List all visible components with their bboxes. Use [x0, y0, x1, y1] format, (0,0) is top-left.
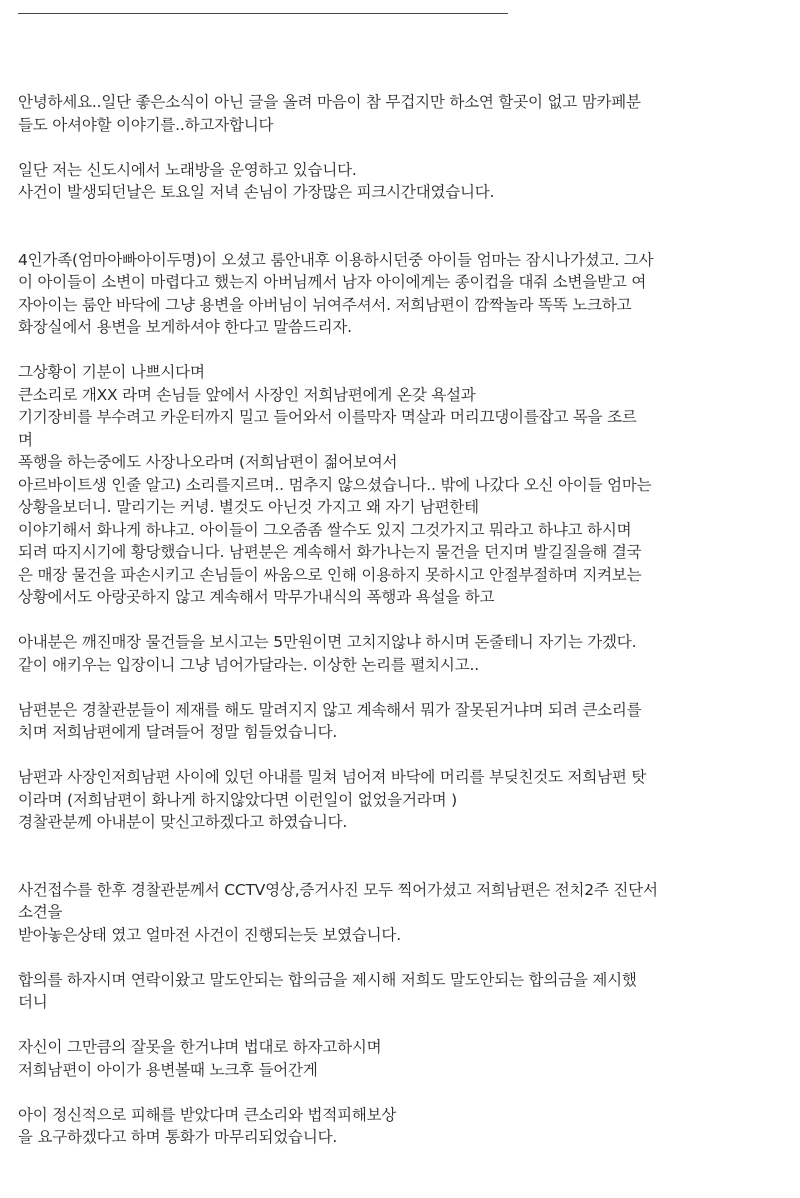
text-line: 이 아이들이 소변이 마렵다고 했는지 아버님께서 남자 아이에게는 종이컵을 대줘 소변을받고 여 — [18, 273, 647, 291]
text-line: 더니 — [18, 993, 48, 1011]
text-line: 이야기해서 화나게 하냐고. 아이들이 그오줌좀 쌀수도 있지 그것가지고 뭐라고 하냐고 하시며 — [18, 520, 632, 539]
text-line: 합의를 하자시며 연락이왔고 말도안되는 합의금을 제시해 저희도 말도안되는 합의금을 제시했 — [18, 970, 637, 989]
blank-line — [18, 204, 786, 227]
post-body — [18, 91, 786, 1149]
text-line: 4인가족(엄마아빠아이두명)이 오셨고 룸안내후 이용하시던중 아이들 엄마는 잠시나가셨고. 그사 — [18, 250, 654, 269]
text-line: 그상황이 기분이 나쁘시다며 — [18, 363, 205, 381]
top-divider — [18, 13, 508, 14]
blank-line — [18, 1014, 786, 1037]
blank-line — [18, 856, 786, 879]
text-line: 소견을 — [18, 903, 63, 921]
blank-line — [18, 744, 786, 767]
text-line: 같이 애키우는 입장이니 그냥 넘어가달라는. 이상한 논리를 펼치시고.. — [18, 655, 479, 674]
text-line: 큰소리로 개XX 라며 손님들 앞에서 사장인 저희남편에게 온갖 욕설과 — [18, 385, 476, 404]
blank-line — [18, 1081, 786, 1104]
blank-line — [18, 609, 786, 632]
text-line: 아이 정신적으로 피해를 받았다며 큰소리와 법적피해보상 — [18, 1105, 397, 1124]
text-line: 며 — [18, 430, 33, 449]
text-line: 남편과 사장인저희남편 사이에 있던 아내를 밀쳐 넘어져 바닥에 머리를 부딪친것도 저희남편 탓 — [18, 768, 647, 786]
text-line: 이라며 (저희남편이 화나게 하지않았다면 이런일이 없었을거라며 ) — [18, 790, 457, 809]
text-line: 아르바이트생 인줄 알고) 소리를지르며.. 멈추지 않으셨습니다.. 밖에 나갔다 오신 아이들 엄마는 — [18, 475, 652, 494]
blank-line — [18, 946, 786, 969]
text-line: 되려 따지시기에 황당했습니다. 남편분은 계속해서 화가나는지 물건을 던지며 발길질을해 결국 — [18, 543, 642, 561]
blank-line — [18, 834, 786, 857]
text-line: 치며 저희남편에게 달려들어 정말 힘들었습니다. — [18, 723, 338, 741]
blank-line — [18, 136, 786, 159]
text-line: 상황에서도 아랑곳하지 않고 계속해서 막무가내식의 폭행과 욕설을 하고 — [18, 588, 495, 606]
text-line: 폭행을 하는중에도 사장나오라며 (저희남편이 젊어보여서 — [18, 453, 398, 471]
text-line: 저희남편이 아이가 용변볼때 노크후 들어간게 — [18, 1060, 318, 1079]
text-line: 남편분은 경찰관분들이 제재를 해도 말려지지 않고 계속해서 뭐가 잘못된거냐며 되려 큰소리를 — [18, 700, 642, 719]
text-line: 일단 저는 신도시에서 노래방을 운영하고 있습니다. — [18, 160, 357, 179]
blank-line — [18, 676, 786, 699]
text-line: 상황을보더니. 말리기는 커녕. 별것도 아닌것 가지고 왜 자기 남편한테 — [18, 498, 479, 516]
text-line: 안녕하세요..일단 좋은소식이 아닌 글을 올려 마음이 참 무겁지만 하소연 할곳이 없고 맘카페분 — [18, 93, 641, 111]
text-line: 들도 아셔야할 이야기를..하고자합니다 — [18, 115, 274, 134]
text-line: 을 요구하겠다고 하며 통화가 마무리되었습니다. — [18, 1128, 338, 1146]
text-line: 받아놓은상태 였고 얼마전 사건이 진행되는듯 보였습니다. — [18, 925, 401, 944]
text-line: 기기장비를 부수려고 카운터까지 밀고 들어와서 이를막자 멱살과 머리끄댕이를잡고 목을 조르 — [18, 408, 637, 426]
text-line: 자아이는 룸안 바닥에 그냥 용변을 아버님이 뉘여주셔서. 저희남편이 깜짝놀라 똑똑 노크하고 — [18, 295, 632, 314]
text-line: 경찰관분께 아내분이 맞신고하겠다고 하였습니다. — [18, 813, 348, 831]
text-line: 사건이 발생되던날은 토요일 저녁 손님이 가장많은 피크시간대였습니다. — [18, 183, 495, 201]
text-line: 아내분은 깨진매장 물건들을 보시고는 5만원이면 고치지않냐 하시며 돈줄테니 자기는 가겠다. — [18, 633, 637, 651]
blank-line — [18, 226, 786, 249]
blank-line — [18, 339, 786, 362]
text-line: 사건접수를 한후 경찰관분께서 CCTV영상,증거사진 모두 찍어가셨고 저희남편은 전치2주 진단서 — [18, 880, 658, 899]
text-line: 은 매장 물건을 파손시키고 손님들이 싸움으로 인해 이용하지 못하시고 안절부절하며 지켜보는 — [18, 565, 642, 584]
text-line: 화장실에서 용변을 보게하셔야 한다고 말씀드리자. — [18, 318, 352, 336]
text-line: 자신이 그만큼의 잘못을 한거냐며 법대로 하자고하시며 — [18, 1038, 382, 1056]
